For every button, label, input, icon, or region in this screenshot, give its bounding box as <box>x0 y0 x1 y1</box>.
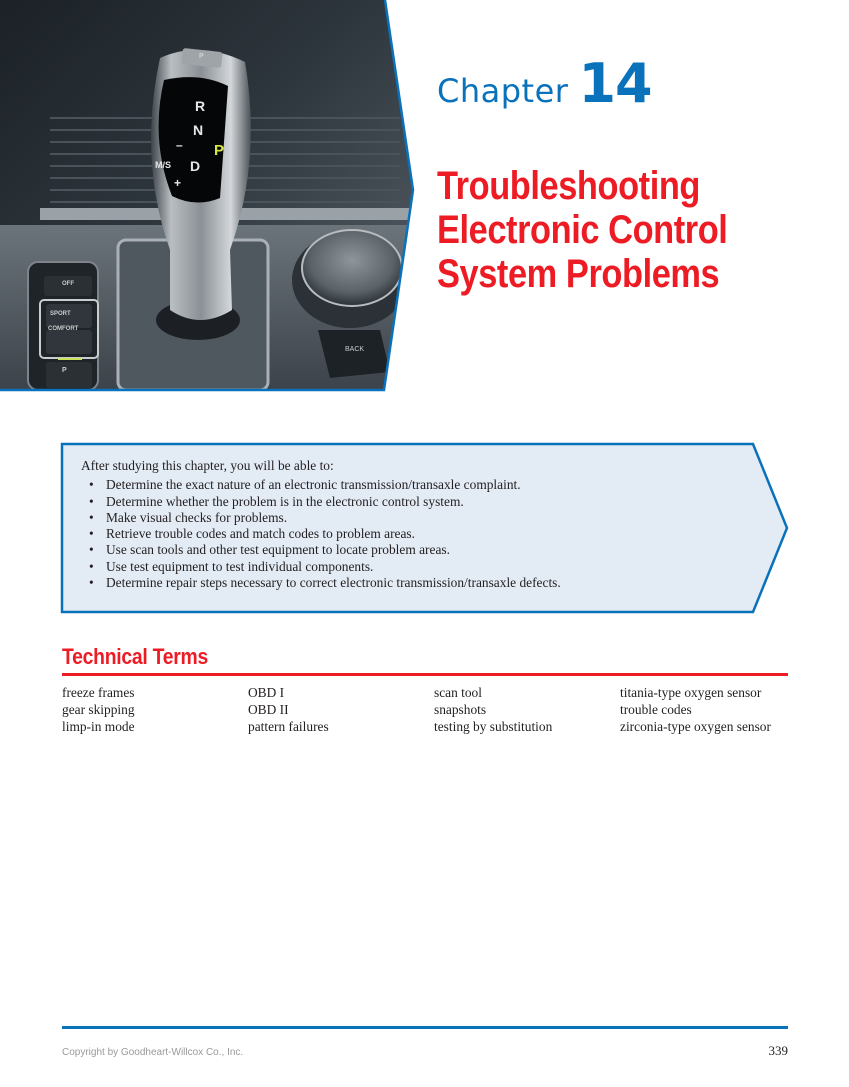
chapter-number: 14 <box>578 52 652 115</box>
objective-item: • Determine whether the problem is in the electronic control system. <box>89 493 464 509</box>
objective-item: • Retrieve trouble codes and match codes to problem areas. <box>89 526 415 542</box>
technical-terms-divider <box>62 673 788 676</box>
objective-item: • Use test equipment to test individual components. <box>89 558 374 574</box>
active-gear-indicator: P <box>214 142 225 159</box>
chapter-title-line: System Problems <box>437 252 720 296</box>
comfort-button-label: COMFORT <box>48 326 79 332</box>
objective-item: • Use scan tools and other test equipment to locate problem areas. <box>89 542 450 558</box>
objective-item: • Make visual checks for problems. <box>89 509 288 525</box>
downshift-label: – <box>176 138 183 152</box>
terms-column-1 <box>62 684 135 735</box>
term-item: trouble codes <box>620 702 692 717</box>
term-item: scan tool <box>434 685 482 700</box>
term-item: zirconia-type oxygen sensor <box>620 719 771 734</box>
terms-column-4 <box>620 684 771 735</box>
gear-r-label: R <box>195 98 206 114</box>
term-item: limp-in mode <box>62 719 135 734</box>
bullet-icon: • <box>89 493 94 509</box>
objective-item: • Determine repair steps necessary to correct electronic transmission/transaxle defects. <box>89 575 561 591</box>
term-item: OBD I <box>248 685 285 700</box>
chapter-title-line: Troubleshooting <box>437 164 700 208</box>
chapter-label: Chapter <box>437 72 569 110</box>
learning-objectives <box>81 458 761 591</box>
chapter-title <box>437 164 781 296</box>
terms-column-3 <box>434 684 552 735</box>
manual-mode-label: M/S <box>155 160 172 170</box>
objectives-intro: After studying this chapter, you will be able to: <box>81 458 334 473</box>
term-item: testing by substitution <box>434 719 553 734</box>
gear-d-label: D <box>190 158 201 174</box>
term-item: gear skipping <box>62 702 135 717</box>
bullet-icon: • <box>89 575 94 591</box>
off-button-label: OFF <box>62 281 74 287</box>
bullet-icon: • <box>89 509 94 525</box>
bullet-icon: • <box>89 542 94 558</box>
technical-terms-heading: Technical Terms <box>62 644 208 669</box>
term-item: OBD II <box>248 702 289 717</box>
term-item: titania-type oxygen sensor <box>620 685 762 700</box>
footer-divider <box>62 1026 788 1029</box>
sport-button-label: SPORT <box>50 311 71 317</box>
chapter-heading <box>437 52 652 115</box>
park-assist-button-label: P <box>62 367 67 374</box>
term-item: pattern failures <box>248 719 329 734</box>
term-item: freeze frames <box>62 685 135 700</box>
objectives-list <box>81 477 761 591</box>
objective-item: • Determine the exact nature of an electronic transmission/transaxle complaint. <box>89 477 521 493</box>
bullet-icon: • <box>89 526 94 542</box>
gear-n-label: N <box>193 122 204 138</box>
term-item: snapshots <box>434 702 487 717</box>
gear-shifter-image <box>0 0 416 392</box>
page-number: 339 <box>768 1043 788 1058</box>
park-button-label: P <box>199 53 204 60</box>
upshift-label: + <box>174 176 182 190</box>
bullet-icon: • <box>89 558 94 574</box>
back-button-label: BACK <box>345 346 365 353</box>
chapter-opener-photo <box>0 0 416 392</box>
copyright-notice: Copyright by Goodheart-Willcox Co., Inc. <box>62 1047 244 1058</box>
chapter-title-line: Electronic Control <box>437 208 728 252</box>
terms-column-2 <box>248 684 329 735</box>
bullet-icon: • <box>89 477 94 493</box>
